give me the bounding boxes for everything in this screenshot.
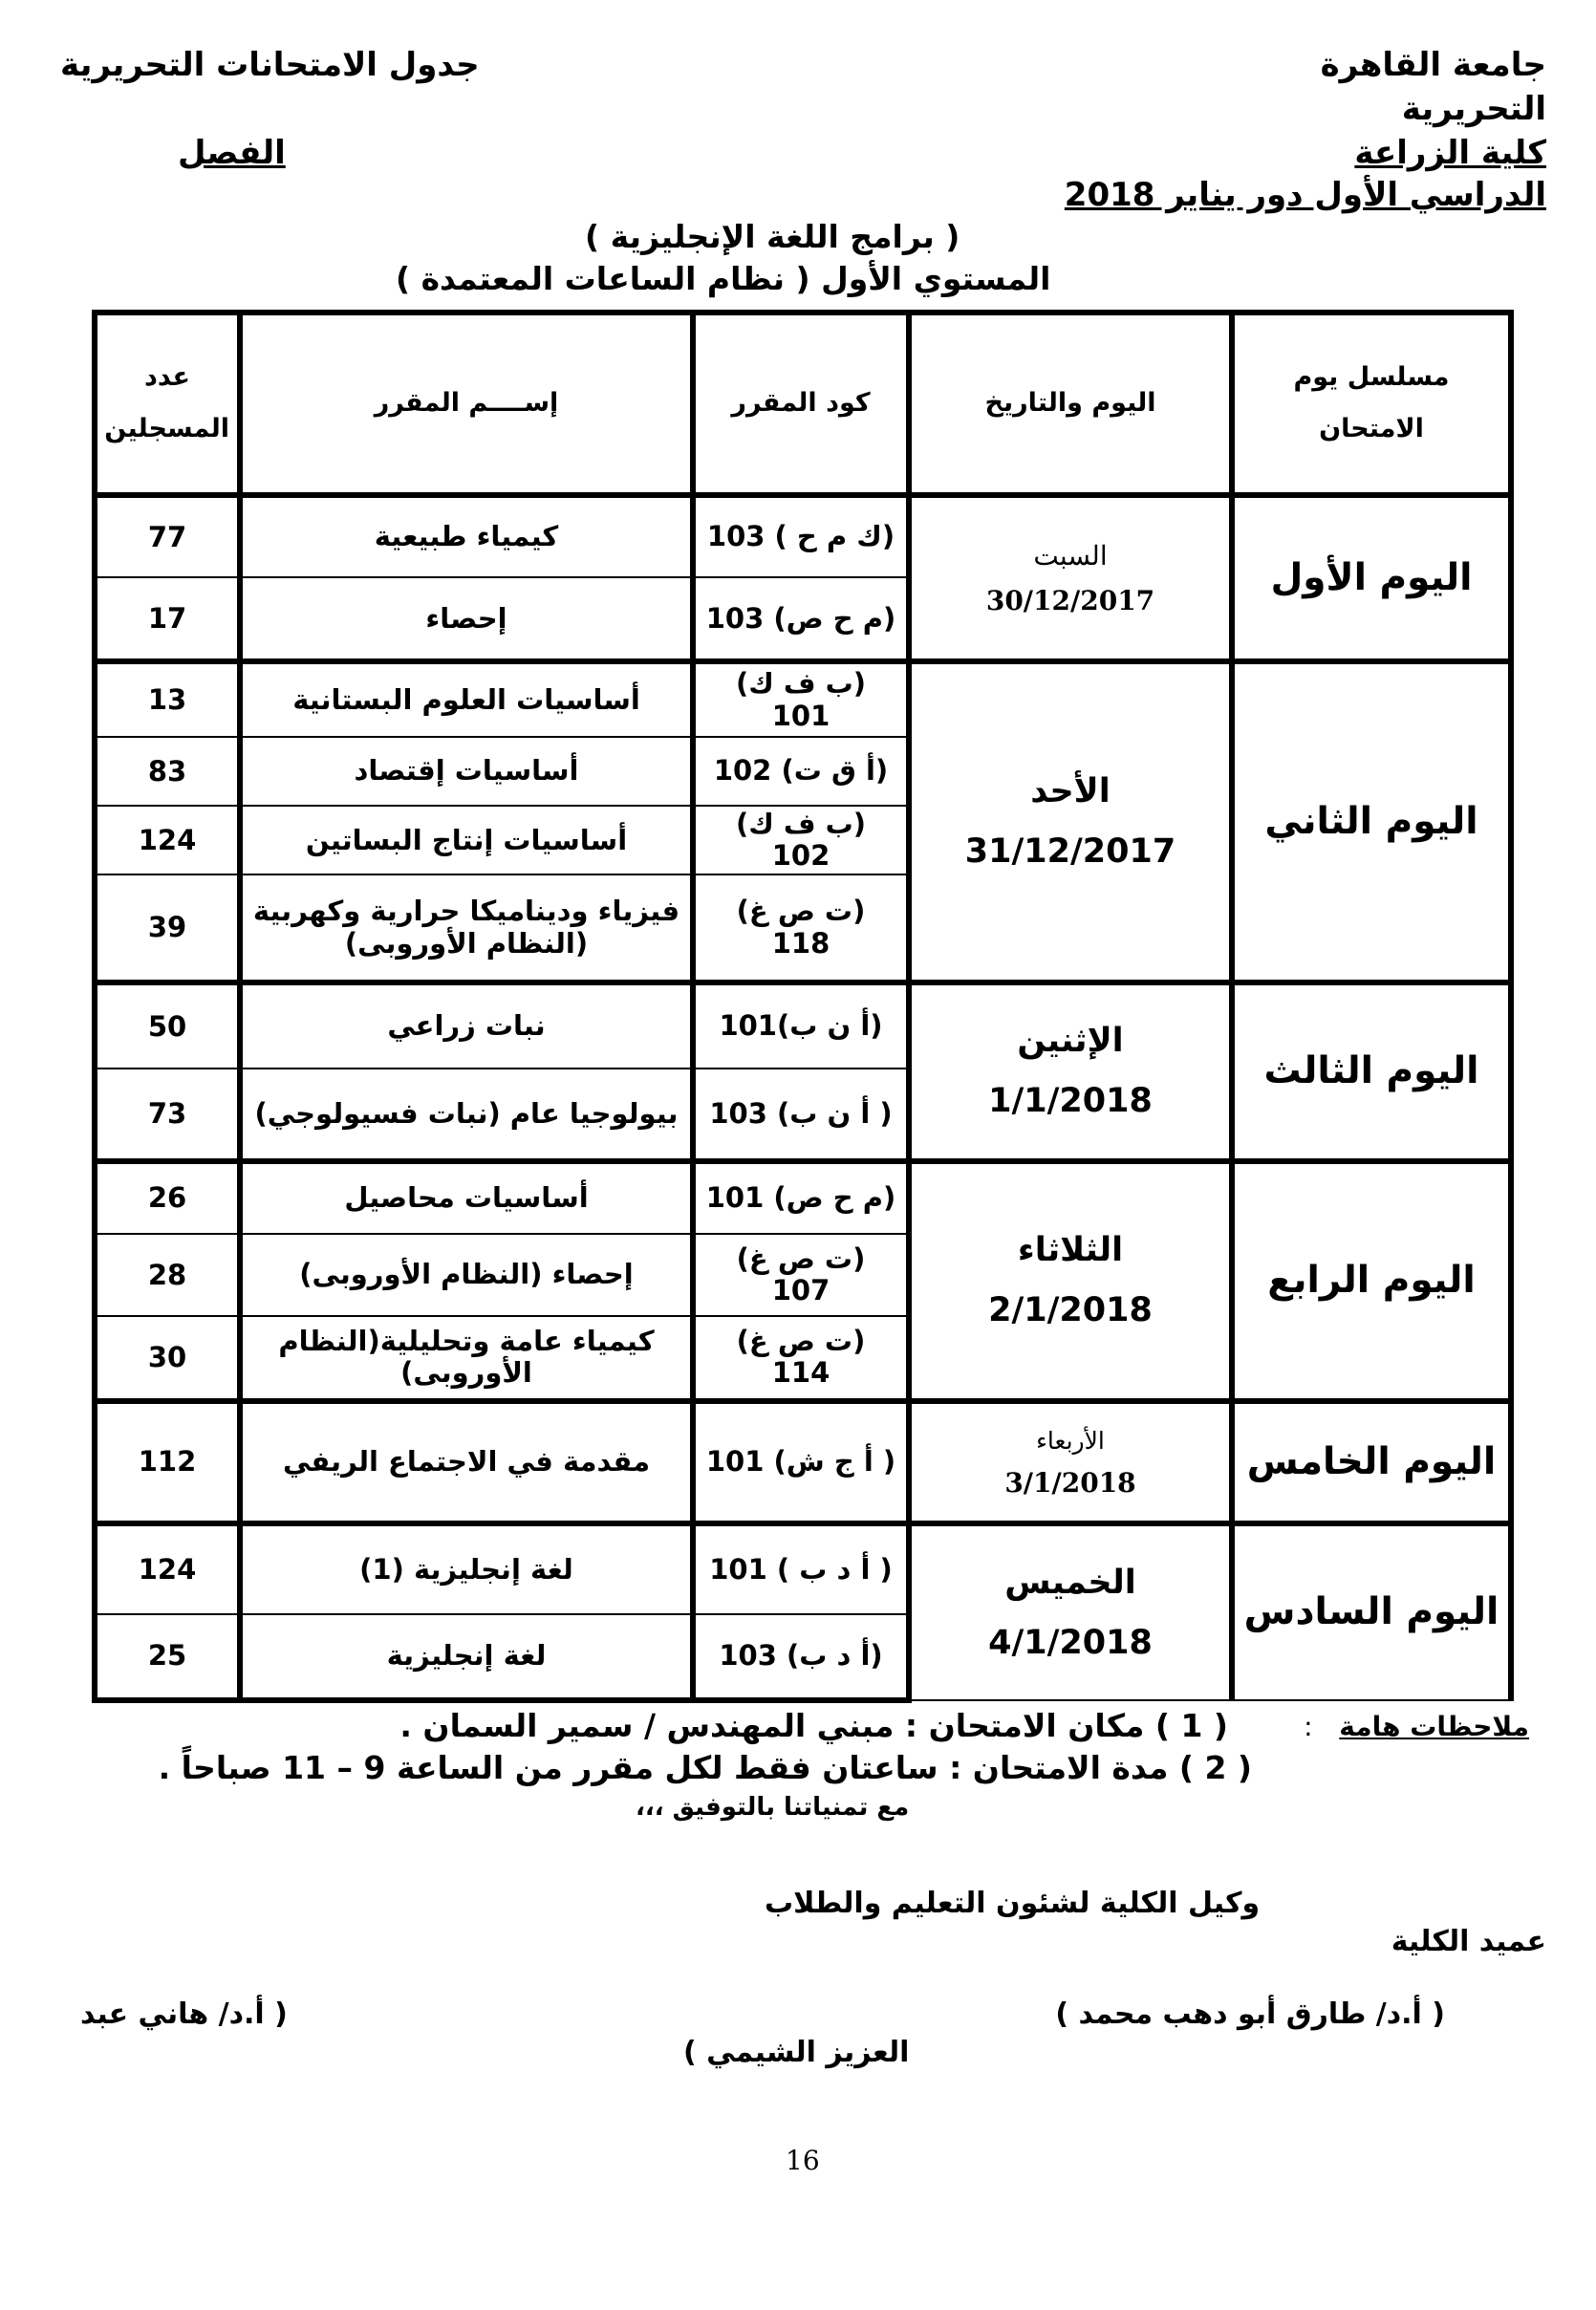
course-code: (أ ن ب)101 xyxy=(693,982,909,1069)
semester-line: الدراسي الأول دور يناير 2018 xyxy=(1064,176,1546,214)
day-serial: اليوم الخامس xyxy=(1232,1401,1511,1524)
registered-count: 50 xyxy=(95,982,240,1069)
registered-count: 83 xyxy=(95,737,240,806)
date-value: 1/1/2018 xyxy=(988,1082,1153,1121)
course-name: إحصاء (النظام الأوروبى) xyxy=(240,1234,693,1316)
registered-count: 13 xyxy=(95,661,240,736)
program-name: ( برامج اللغة الإنجليزية ) xyxy=(585,218,960,255)
day-name: الخميس xyxy=(1004,1563,1136,1602)
faculty-name: كلية الزراعة xyxy=(1354,134,1546,172)
course-name: لغة إنجليزية xyxy=(240,1614,693,1701)
date-value: 31/12/2017 xyxy=(964,832,1176,872)
wishes-text: مع تمنياتنا بالتوفيق ،،، xyxy=(636,1793,910,1822)
table-header-row xyxy=(95,313,1511,495)
course-name: أساسيات إنتاج البساتين xyxy=(240,806,693,874)
day-date xyxy=(909,661,1232,982)
course-name: كيمياء عامة وتحليلية(النظام الأوروبى) xyxy=(240,1316,693,1400)
header-serial: مسلسل يوم الامتحان xyxy=(1232,313,1511,495)
course-code: (ت ص غ) 118 xyxy=(693,874,909,982)
dean-name-part1: ( أ.د/ هاني عبد xyxy=(80,1997,288,2031)
dean-title: عميد الكلية xyxy=(1391,1925,1546,1958)
registered-count: 124 xyxy=(95,806,240,874)
table-row xyxy=(95,1401,1511,1524)
day-date xyxy=(909,1401,1232,1524)
day-name: الإثنين xyxy=(1017,1022,1124,1061)
registered-count: 73 xyxy=(95,1069,240,1160)
registered-count: 77 xyxy=(95,495,240,577)
notes-colon: : xyxy=(1304,1711,1313,1742)
vice-dean-name: ( أ.د/ طارق أبو دهب محمد ) xyxy=(1055,1997,1445,2031)
notes-label-text: ملاحظات هامة xyxy=(1339,1711,1529,1742)
table-row xyxy=(95,982,1511,1069)
day-name: الأحد xyxy=(1030,772,1111,811)
registered-count: 39 xyxy=(95,874,240,982)
note-exam-duration: ( 2 ) مدة الامتحان : ساعتان فقط لكل مقرر من الساعة 9 – 11 صباحاً . xyxy=(158,1749,1252,1786)
course-name: مقدمة في الاجتماع الريفي xyxy=(240,1401,693,1524)
date-value: 30/12/2017 xyxy=(985,585,1155,617)
day-name: الأربعاء xyxy=(1036,1427,1105,1456)
course-name: كيمياء طبيعية xyxy=(240,495,693,577)
date-value: 3/1/2018 xyxy=(1004,1466,1136,1499)
vice-dean-title: وكيل الكلية لشئون التعليم والطلاب xyxy=(765,1887,1261,1920)
course-name: أساسيات العلوم البستانية xyxy=(240,661,693,736)
level-line: المستوي الأول ( نظام الساعات المعتمدة ) xyxy=(396,260,1051,297)
day-serial: اليوم الثاني xyxy=(1232,661,1511,982)
day-date xyxy=(909,1161,1232,1401)
registered-count: 25 xyxy=(95,1614,240,1701)
registered-count: 112 xyxy=(95,1401,240,1524)
table-row xyxy=(95,1523,1511,1613)
header-count: عدد المسجلين xyxy=(95,313,240,495)
course-code: (ب ف ك) 101 xyxy=(693,661,909,736)
day-serial: اليوم الرابع xyxy=(1232,1161,1511,1401)
day-serial: اليوم السادس xyxy=(1232,1523,1511,1700)
date-value: 4/1/2018 xyxy=(988,1623,1153,1662)
registered-count: 26 xyxy=(95,1161,240,1234)
course-code: (أ ق ت) 102 xyxy=(693,737,909,806)
header-code: كود المقرر xyxy=(693,313,909,495)
dean-name-part2: العزيز الشيمي ) xyxy=(683,2036,910,2069)
course-code: (م ح ص) 101 xyxy=(693,1161,909,1234)
course-code: ( أ د ب ) 101 xyxy=(693,1523,909,1613)
course-name: فيزياء وديناميكا حرارية وكهربية (النظام الأوروبى) xyxy=(240,874,693,982)
registered-count: 17 xyxy=(95,577,240,661)
course-name: لغة إنجليزية (1) xyxy=(240,1523,693,1613)
day-name: الثلاثاء xyxy=(1017,1231,1124,1270)
page-number: 16 xyxy=(786,2145,820,2176)
table-row xyxy=(95,495,1511,577)
day-date xyxy=(909,1523,1232,1700)
course-code: (م ح ص) 103 xyxy=(693,577,909,661)
table-row xyxy=(95,1161,1511,1234)
schedule-title-continued: التحريرية xyxy=(1401,90,1546,128)
course-code: (أ د ب) 103 xyxy=(693,1614,909,1701)
course-code: (ب ف ك) 102 xyxy=(693,806,909,874)
semester-label: الفصل xyxy=(178,134,286,172)
table-row xyxy=(95,661,1511,736)
course-code: (ت ص غ) 114 xyxy=(693,1316,909,1400)
university-name: جامعة القاهرة xyxy=(1320,46,1546,84)
course-code: (ت ص غ) 107 xyxy=(693,1234,909,1316)
course-code: ( أ ج ش) 101 xyxy=(693,1401,909,1524)
day-serial: اليوم الأول xyxy=(1232,495,1511,662)
registered-count: 124 xyxy=(95,1523,240,1613)
registered-count: 30 xyxy=(95,1316,240,1400)
exam-schedule-table xyxy=(92,310,1514,1703)
course-name: أساسيات إقتصاد xyxy=(240,737,693,806)
course-name: بيولوجيا عام (نبات فسيولوجي) xyxy=(240,1069,693,1160)
course-code: ( أ ن ب) 103 xyxy=(693,1069,909,1160)
day-date xyxy=(909,982,1232,1161)
course-name: إحصاء xyxy=(240,577,693,661)
day-name: السبت xyxy=(1033,539,1108,572)
notes-label xyxy=(1304,1711,1529,1742)
registered-count: 28 xyxy=(95,1234,240,1316)
note-exam-location: ( 1 ) مكان الامتحان : مبني المهندس / سمير السمان . xyxy=(399,1707,1228,1744)
course-name: أساسيات محاصيل xyxy=(240,1161,693,1234)
header-date: اليوم والتاريخ xyxy=(909,313,1232,495)
day-serial: اليوم الثالث xyxy=(1232,982,1511,1161)
course-code: (ك م ح ) 103 xyxy=(693,495,909,577)
date-value: 2/1/2018 xyxy=(988,1291,1153,1330)
course-name: نبات زراعي xyxy=(240,982,693,1069)
schedule-title: جدول الامتحانات التحريرية xyxy=(60,46,480,84)
header-course: إســــم المقرر xyxy=(240,313,693,495)
day-date xyxy=(909,495,1232,662)
